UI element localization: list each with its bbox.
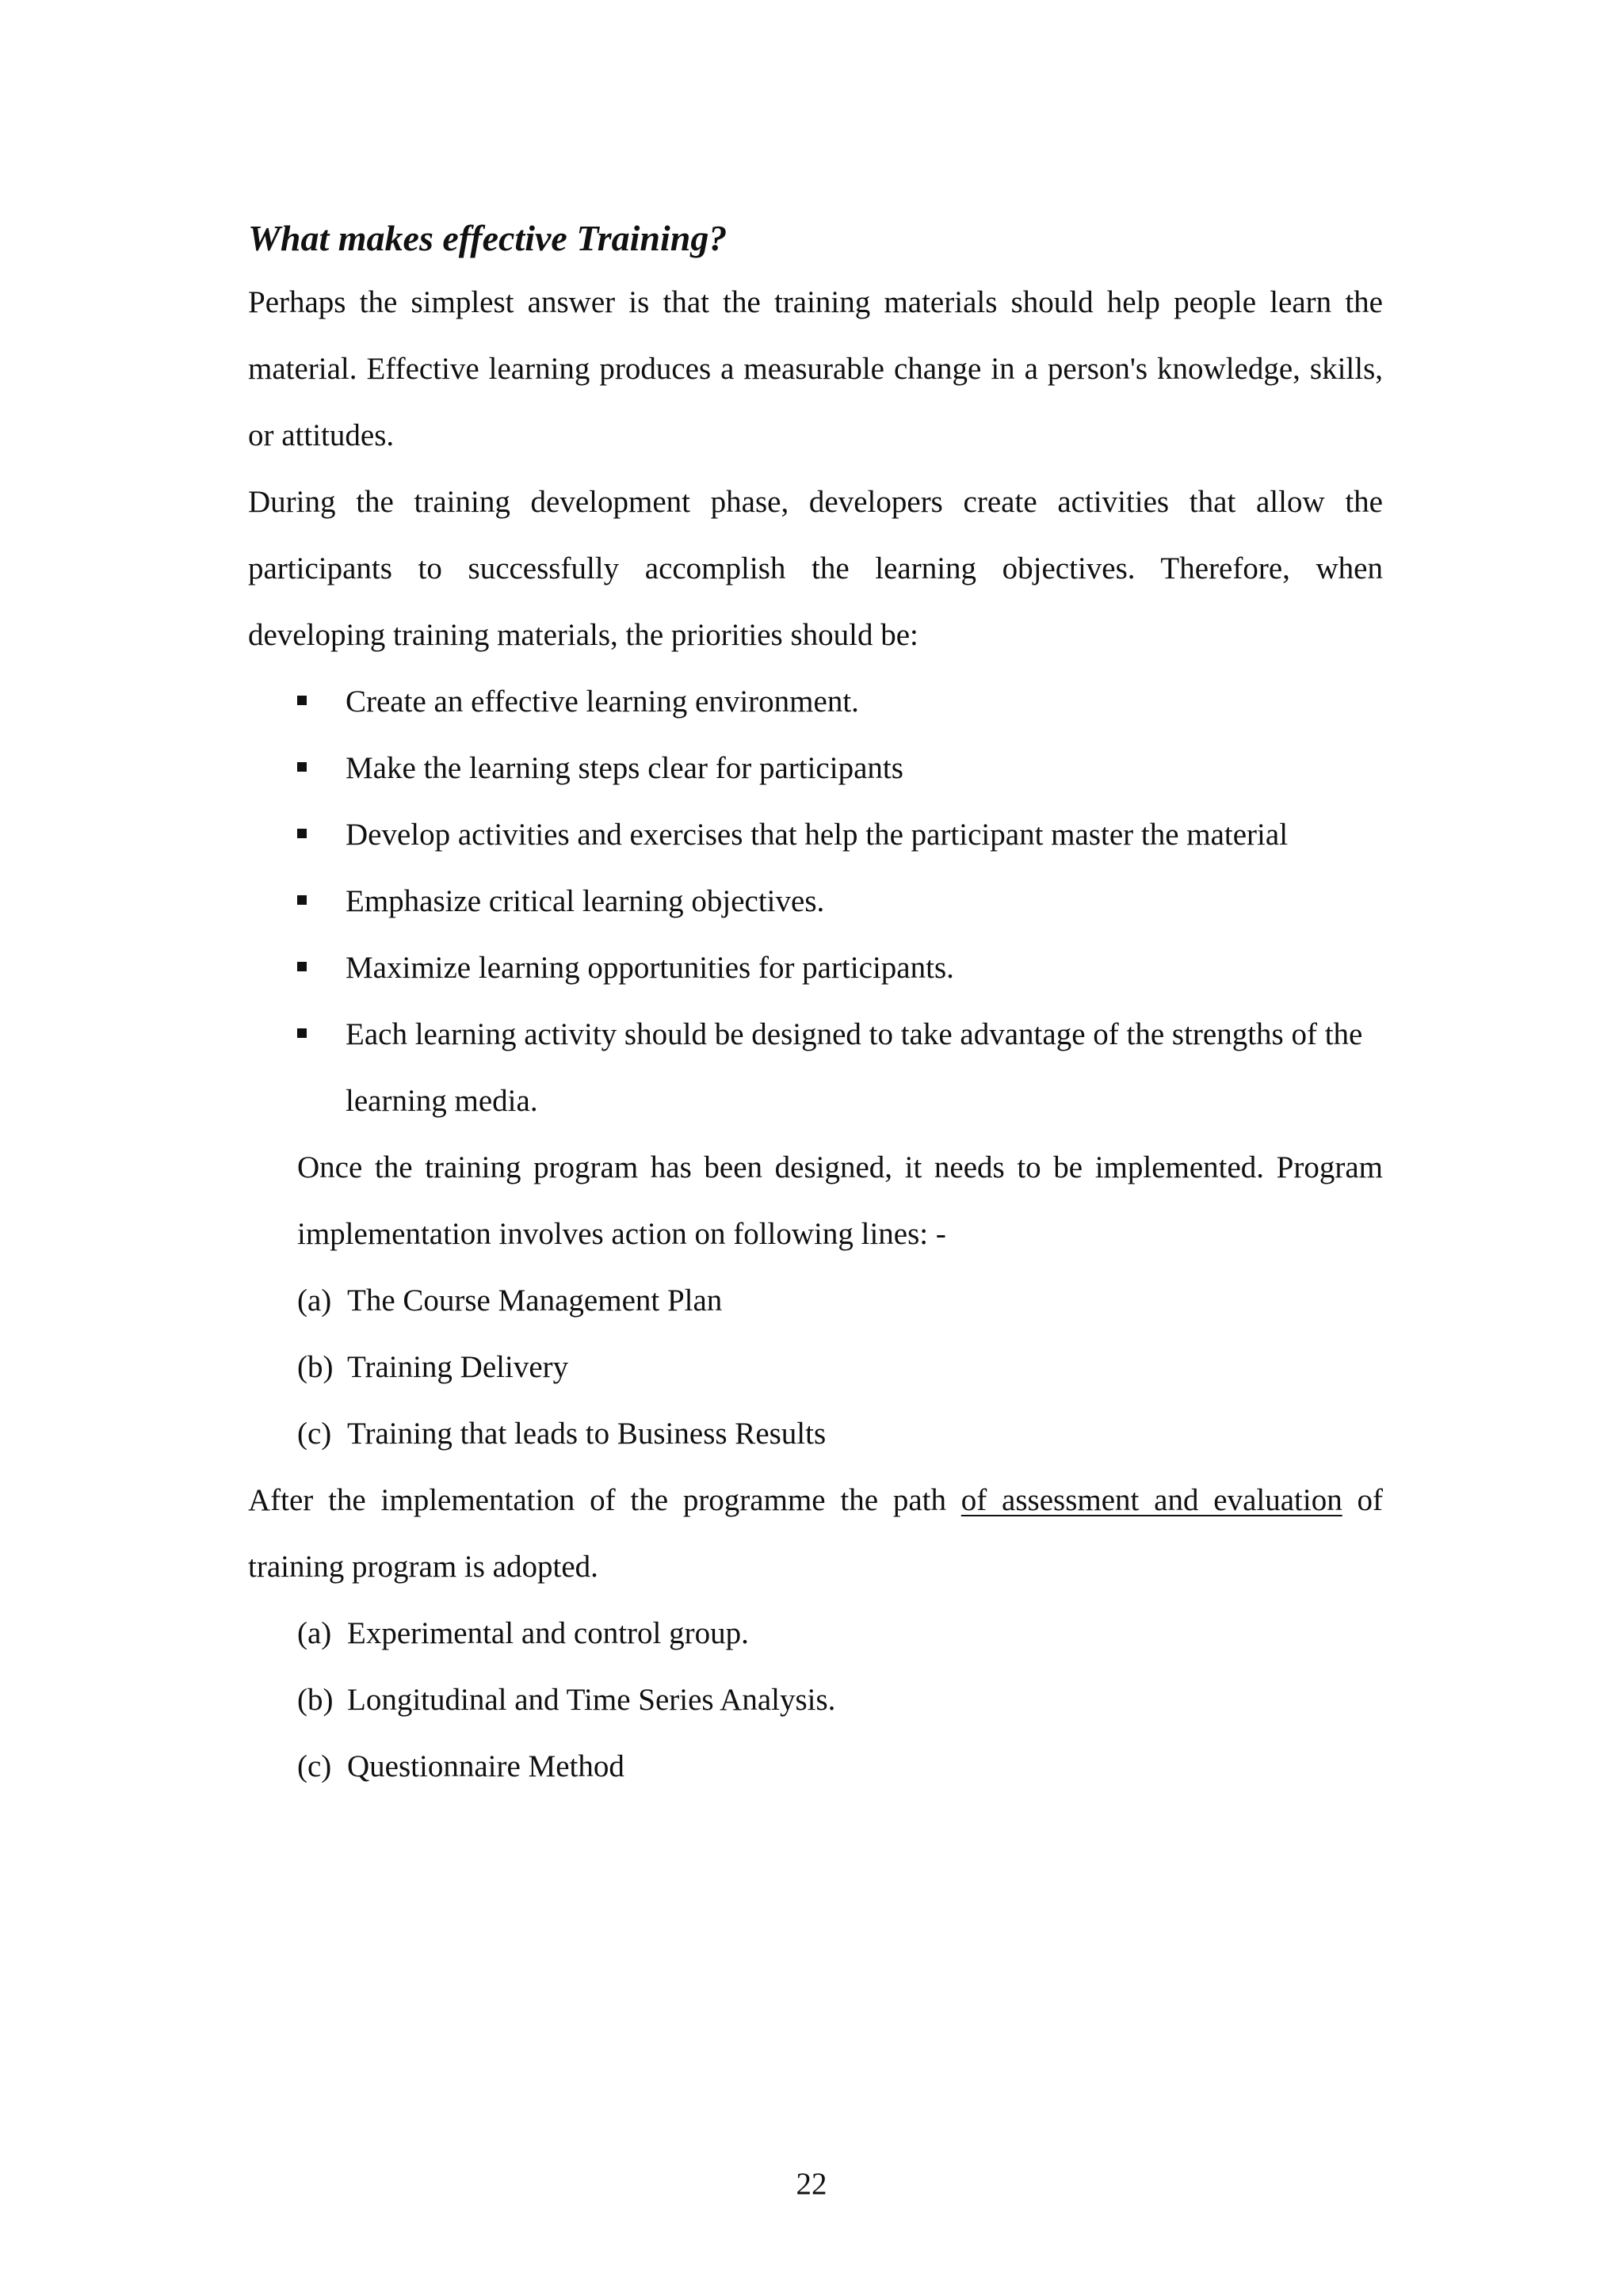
- list-item: (c) Questionnaire Method: [297, 1749, 624, 1783]
- intro-paragraph: Perhaps the simplest answer is that the training materials should help people learn the material. Effective learning produces a measurable change in a person's knowledge, skills, or attitudes.: [248, 285, 1383, 452]
- square-bullet-icon: [297, 962, 307, 971]
- list-item: (b) Training Delivery: [297, 1350, 569, 1384]
- list-item: Create an effective learning environment.: [248, 669, 1383, 735]
- list-item: Each learning activity should be designed to take advantage of the strengths of the learning media.: [248, 1001, 1383, 1135]
- square-bullet-icon: [297, 762, 307, 772]
- underlined-phrase: of assessment and evaluation: [960, 1483, 1342, 1517]
- list-item: (a) Experimental and control group.: [297, 1616, 749, 1650]
- list-item: Emphasize critical learning objectives.: [248, 868, 1383, 935]
- square-bullet-icon: [297, 895, 307, 905]
- list-item: (a) The Course Management Plan: [297, 1283, 723, 1318]
- development-paragraph: During the training development phase, developers create activities that allow the participants to successfully accomplish the learning objectives. Therefore, when developing training materials, the priorities should be:: [248, 485, 1383, 652]
- list-item: Maximize learning opportunities for participants.: [248, 935, 1383, 1001]
- list-item: Develop activities and exercises that help the participant master the material: [248, 802, 1383, 868]
- page-number: 22: [796, 2167, 827, 2201]
- list-item: Make the learning steps clear for participants: [248, 735, 1383, 802]
- assessment-paragraph: After the implementation of the programme the path of assessment and evaluation of training program is adopted.: [248, 1483, 1383, 1584]
- section-heading: What makes effective Training?: [248, 218, 727, 258]
- square-bullet-icon: [297, 829, 307, 838]
- list-item: (b) Longitudinal and Time Series Analysis.: [297, 1683, 836, 1717]
- implementation-paragraph: Once the training program has been designed, it needs to be implemented. Program implementation involves action on following lines: -: [297, 1150, 1383, 1251]
- square-bullet-icon: [297, 696, 307, 705]
- page-body: [248, 208, 1383, 1800]
- implementation-list: [248, 1268, 1383, 1467]
- square-bullet-icon: [297, 1028, 307, 1038]
- assessment-list: [248, 1600, 1383, 1800]
- priorities-list: [248, 669, 1383, 1135]
- list-item: (c) Training that leads to Business Results: [297, 1417, 827, 1451]
